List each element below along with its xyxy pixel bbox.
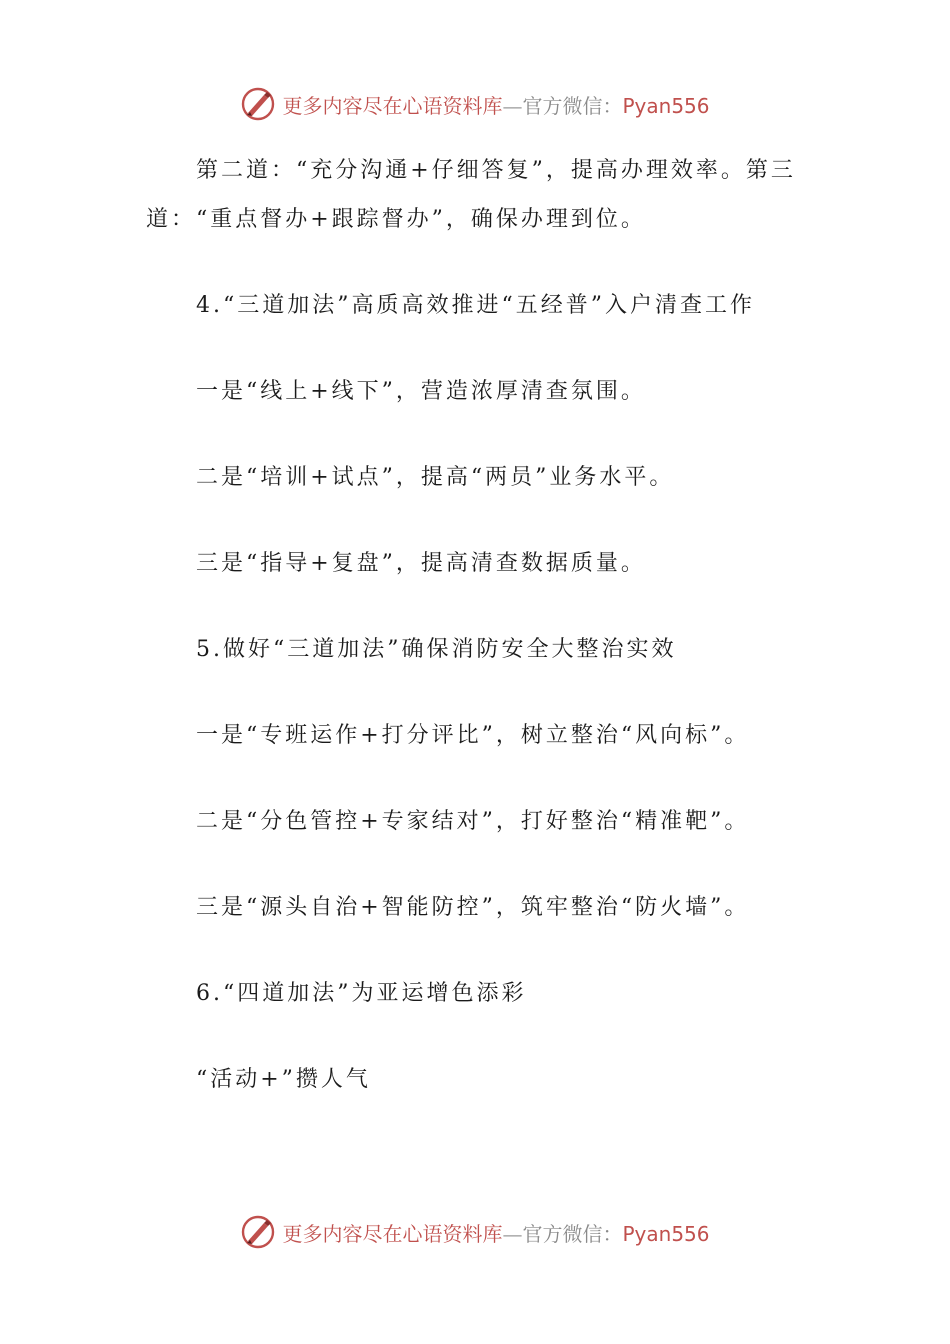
paragraph: 二是“培训+试点”，提高“两员”业务水平。	[196, 465, 675, 490]
document-body	[146, 146, 806, 1104]
paragraph: 二是“分色管控+专家结对”，打好整治“精准靶”。	[196, 809, 750, 834]
paragraph: 三是“源头自治+智能防控”，筑牢整治“防火墙”。	[196, 895, 750, 920]
section-heading: 4.“三道加法”高质高效推进“五经普”入户清查工作	[196, 293, 755, 318]
paragraph: 一是“线上+线下”，营造浓厚清查氛围。	[196, 379, 646, 404]
paragraph: “活动+”攒人气	[196, 1067, 371, 1092]
paragraph: 三是“指导+复盘”，提高清查数据质量。	[196, 551, 646, 576]
section-heading: 6.“四道加法”为亚运增色添彩	[196, 981, 527, 1006]
watermark-text: 更多内容尽在心语资料库—官方微信：Pyan556	[282, 93, 710, 118]
paragraph: 第二道：“充分沟通+仔细答复”，提高办理效率。第三道：“重点督办+跟踪督办”，确保办理到位。	[146, 158, 796, 232]
paragraph: 一是“专班运作+打分评比”，树立整治“风向标”。	[196, 723, 750, 748]
pen-logo-icon	[240, 1214, 276, 1250]
section-heading: 5.做好“三道加法”确保消防安全大整治实效	[196, 637, 677, 662]
pen-logo-icon	[240, 86, 276, 122]
watermark-banner-bottom	[0, 1212, 950, 1252]
watermark-text: 更多内容尽在心语资料库—官方微信：Pyan556	[282, 1221, 710, 1246]
watermark-banner-top	[0, 84, 950, 124]
